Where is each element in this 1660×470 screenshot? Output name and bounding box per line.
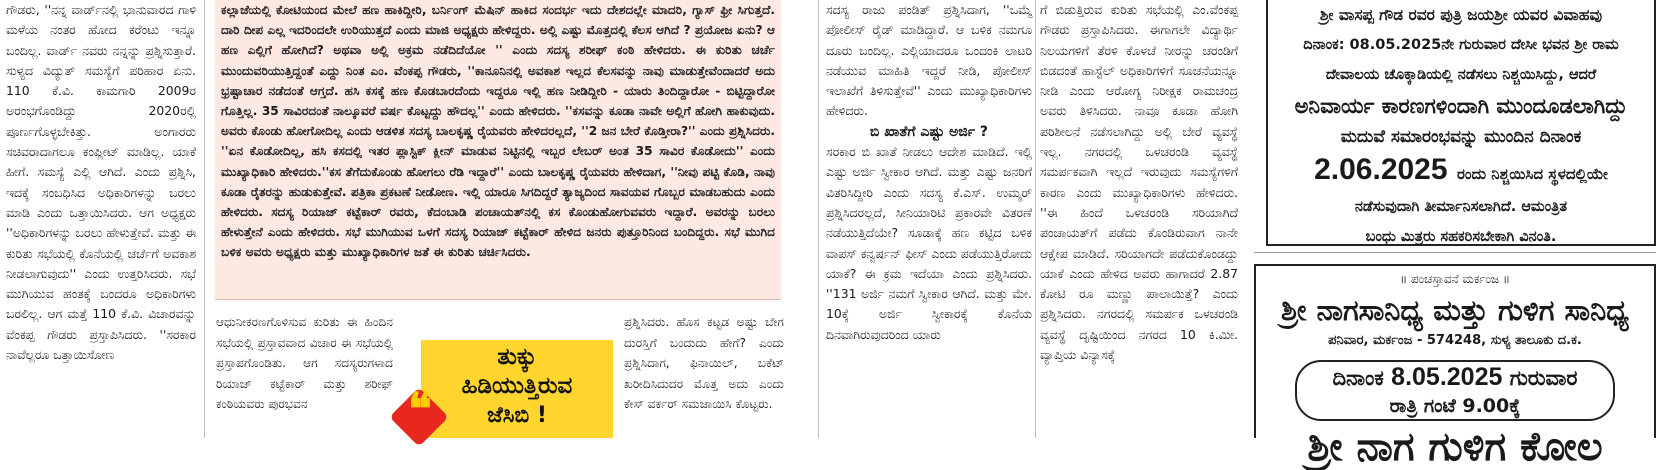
quote-badge: [404, 340, 452, 438]
ad-top-line: ॥ ಪಂಚಸ್ತಾವನೆ ಮರ್ಕಂಜ ॥: [1399, 272, 1511, 286]
article-paragraph: ಗೌಡರು, ''ನನ್ನ ವಾರ್ಡ್‌ನಲ್ಲಿ ಭಾನುವಾರದ ಗಾಳಿ ಮಳೆಯ ನಂತರ ಹೋದ ಕರೆಂಟು ಇನ್ನೂ ಬಂದಿಲ್ಲ. ವಾರ್ಡ್ ನವರು ನನ್ನನ್ನು ಪ್ರಶ್ನಿಸುತ್ತಾರೆ. ಸುಳ್ಯದ ವಿದ್ಯುತ್ ಸಮಸ್ಯೆಗೆ ಪರಿಹಾರ ಏನು. 110 ಕೆ.ವಿ. ಕಾಮಗಾರಿ 2009ರ ಅರಂಭಗೊಂಡಿದ್ದು 2020ರಲ್ಲಿ ಪೂರ್ಣಗೊಳ್ಳಬೇಕಿತ್ತು. ಅಂಗಾರರು ಸಚಿವರಾದಾಗಲೂ ಕಂಪ್ಲೀಟ್ ಮಾಡಿಲ್ಲ. ಯಾಕೆ ಹೀಗೆ. ಸಮಸ್ಯೆ ಎಲ್ಲಿ ಆಗಿದೆ. ಎಂದು ಪ್ರಶ್ನಿಸಿ, ಇದಕ್ಕೆ ಸಂಬಧಿಸಿದ ಅಧಿಕಾರಿಗಳನ್ನು ಬರಲು ಮಾಡಿ ಎಂದು ಒತ್ತಾಯಿಸಿದರು. ಆಗ ಅಧ್ಯಕ್ಷರು ''ಅಧಿಕಾರಿಗಳನ್ನು ಬರಲು ಹೇಳುತ್ತೇವೆ. ಮತ್ತು ಈ ಕುರಿತು ಸಭೆಯಲ್ಲಿ ಕೊನೆಯಲ್ಲಿ ಚರ್ಚೆಗೆ ಅವಕಾಶ ನೀಡಲಾಗುವುದು'' ಎಂದು ಉತ್ತರಿಸಿದರು. ಸಭೆ ಮುಗಿಯುವ ಹಂತಕ್ಕೆ ಬಂದರೂ ಅಧಿಕಾರಿಗಳು ಬರಲಿಲ್ಲ. ಆಗ ಮತ್ತೆ 110 ಕೆ.ವಿ. ವಿಚಾರವನ್ನು ವೆಂಕಪ್ಪ ಗೌಡರು ಪ್ರಸ್ತಾಪಿಸಿದರು. ''ಸರಕಾರ ನಾವೆಲ್ಲರೂ ಒತ್ತಾಯಿಸೋಣ: [6, 2, 196, 363]
ad-line: ದೇವಾಲಯ ಚೊಕ್ಕಾಡಿಯಲ್ಲಿ ನಡೆಸಲು ನಿಶ್ಚಯಿಸಿದ್ದು, ಆದರೆ: [1325, 67, 1597, 83]
ad-line: ಶ್ರೀ ವಾಸಪ್ಪ ಗೌಡ ರವರ ಪುತ್ರಿ ಜಯಶ್ರೀ ಯವರ ವಿವಾಹವು: [1319, 6, 1603, 24]
article-paragraph: ಪ್ರಶ್ನಿಸಿದರು. ಹೊಸ ಕಟ್ಟಡ ಅಷ್ಟು ಬೇಗ ದುರಸ್ತಿಗೆ ಬಂದುದು ಹೇಗೆ? ಎಂದು ಪ್ರಶ್ನಿಸಿದಾಗ, ಫಿನಾಯಿಲ್, ಬಕೆಟ್ ಖರೀದಿಸಿದುದರ ಮೊತ್ತ ಅದು ಎಂದು ಕೇಸ್ ವರ್ಕರ್ ಸಮಜಾಯಿಸಿ ಕೊಟ್ಟರು.: [624, 315, 784, 411]
event-date: 8.05.2025: [1391, 363, 1503, 391]
ad-line: ನಡೆಸುವುದಾಗಿ ತೀರ್ಮಾನಿಸಲಾಗಿದೆ. ಆಮಂತ್ರಿತ: [1354, 199, 1568, 215]
ad-date-suffix: ರಂದು ನಿಶ್ಚಯಿಸಿದ ಸ್ಥಳದಲ್ಲಿಯೇ: [1456, 165, 1608, 183]
event-date-line: [1297, 362, 1613, 393]
event-date-box: [1295, 360, 1615, 421]
article-column-4: [1040, 0, 1238, 438]
pull-quote-line-3: ಜೆಸಿಬಿ !: [487, 403, 547, 428]
ad-date: 2.06.2025: [1314, 153, 1448, 186]
event-day: ಗುರುವಾರ: [1509, 366, 1578, 390]
pull-quote-line-2: ಹಿಡಿಯುತ್ತಿರುವ: [461, 373, 573, 399]
temple-event-ad: [1254, 264, 1656, 470]
ad-line: ಮದುವೆ ಸಮಾರಂಭವನ್ನು ಮುಂದಿನ ದಿನಾಂಕ: [1340, 127, 1582, 147]
column-rule: [818, 0, 819, 438]
column-rule: [1035, 0, 1036, 438]
article-lower-right: [624, 312, 784, 438]
event-title: ಶ್ರೀ ನಾಗ ಗುಳಿಗ ಕೋಲ: [1307, 424, 1603, 470]
temple-address: ಪನಿವಾರ, ಮರ್ಕಂಜ - 574248, ಸುಳ್ಯ ತಾಲೂಕು ದ.ಕ.: [1328, 333, 1582, 348]
quote-mark-icon: ❝: [408, 384, 432, 435]
postponement-notice-ad: [1266, 0, 1656, 246]
column-rule: [204, 0, 205, 438]
ad-line: ಬಂಧು ಮಿತ್ರರು ಸಹಕರಿಸಬೇಕಾಗಿ ವಿನಂತಿ.: [1365, 229, 1557, 245]
article-paragraph: ಆಧುನೀಕರಣಗೊಳಿಸುವ ಕುರಿತು ಈ ಹಿಂದಿನ ಸಭೆಯಲ್ಲಿ ಪ್ರಸ್ತಾವವಾದ ವಿಚಾರ ಈ ಸಭೆಯಲ್ಲಿ ಪ್ರಸ್ತಾಪಗೊಂಡಿತು. ಆಗ ಸದಸ್ಯರುಗಳಾದ ರಿಯಾಜ್ ಕಟ್ಟೆಕಾರ್ ಮತ್ತು ಶರೀಫ್ ಕಂಠಿಯವರು ಪುರಭವನ: [216, 315, 393, 411]
ad-date-line: [1268, 152, 1654, 192]
event-time: ರಾತ್ರಿ ಗಂಟೆ 9.00ಕ್ಕೆ: [1389, 395, 1521, 417]
article-paragraph: ಸದಸ್ಯ ರಾಜು ಪಂಡಿತ್ ಪ್ರಶ್ನಿಸಿದಾಗ, ''ಒಮ್ಮೆ ಪೋಲೀಸ್ ರೈಡ್ ಮಾಡಿದ್ದಾರೆ. ಆ ಬಳಿಕ ನಮಗೂ ದೂರು ಬಂದಿಲ್ಲ. ಎಲ್ಲಿಯಾದರೂ ಒಂದಂಕಿ ಲಾಟರಿ ನಡೆಯುವ ಮಾಹಿತಿ ಇದ್ದರೆ ನೀಡಿ, ಪೋಲೀಸ್ ಇಲಾಖೆಗೆ ತಿಳಿಸುತ್ತೇವೆ'' ಎಂದು ಮುಖ್ಯಾಧಿಕಾರಿಗಳು ಹೇಳಿದರು.: [826, 2, 1032, 119]
ad-line: ಅನಿವಾರ್ಯ ಕಾರಣಗಳಿಂದಾಗಿ ಮುಂದೂಡಲಾಗಿದ್ದು: [1294, 94, 1628, 118]
sub-heading: ಬಿ ಖಾತೆಗೆ ಎಷ್ಟು ಅರ್ಜಿ ?: [869, 123, 989, 140]
date-prefix: ದಿನಾಂಕ: [1332, 366, 1384, 390]
article-paragraph: ಗೆ ಬಿಡುತ್ತಿರುವ ಕುರಿತು ಸಭೆಯಲ್ಲಿ ಎಂ.ವೆಂಕಪ್ಪ ಗೌಡರು ಪ್ರಸ್ತಾಪಿಸಿದರು. ಈಗಾಗಲೇ ವಿದ್ಯಾರ್ಥಿ ನಿಲಯಗಳಿಗೆ ತೆರಳಿ ಕೊಳಚೆ ನೀರನ್ನು ಚರಂಡಿಗೆ ಬಿಡದಂತೆ ಹಾಸ್ಟೆಲ್ ಅಧಿಕಾರಿಗಳಿಗೆ ಸೂಚನೆಯನ್ನೂ ನೀಡಿ ಎಂದು ಆರೋಗ್ಯ ನಿರೀಕ್ಷಕ ರಾಮಚಂದ್ರ ಅವರು ತಿಳಿಸಿದರು. ನಾವೂ ಕೂಡಾ ಹೋಗಿ ಪರಿಶೀಲನೆ ನಡೆಸಲಾಗಿದ್ದು ಅಲ್ಲಿ ಬೇರೆ ವ್ಯವಸ್ಥೆ ಇಲ್ಲ. ನಗರದಲ್ಲಿ ಒಳಚರಂಡಿ ವ್ಯವಸ್ಥೆ ಸಮರ್ಪಕವಾಗಿ ಇಲ್ಲದೆ ಇರುವುದು ಸಮಸ್ಯೆಗಳಿಗೆ ಕಾರಣ ಎಂದು ಮುಖ್ಯಾಧಿಕಾರಿಗಳು ಹೇಳಿದರು. ''ಈ ಹಿಂದೆ ಒಳಚರಂಡಿ ಸರಿಯಾಗಿದೆ ಪಂಚಾಯತ್‌ಗೆ ಪಡೆದು ಕೊಂಡಿರುವಾಗ ನಾನೇ ಆಕ್ಷೇಪ ಮಾಡಿದೆ. ಸರಿಯಾಗದೇ ಪಡೆದುಕೊಂಡದ್ದು ಯಾಕೆ ಎಂದು ಹೇಳಿದ ಅವರು ಹಾಗಾದರೆ 2.87 ಕೋಟಿ ರೂ ಮಣ್ಣು ಪಾಲಾಯಿತ್ತೆ? ಎಂದು ಪ್ರಶ್ನಿಸಿದರು. ನಗರದಲ್ಲಿ ಸಮರ್ಪಕ ಒಳಚರಂಡಿ ವ್ಯವಸ್ಥೆ ದೃಷ್ಟಿಯಿಂದ ನಗರದ 10 ಕಿ.ಮೀ. ವ್ಯಾಪ್ತಿಯ ವಿನ್ಯಾಸಕ್ಕೆ: [1040, 2, 1238, 363]
ad-divider: [1254, 252, 1656, 253]
ad-line: ದಿನಾಂಕ: 08.05.2025ನೇ ಗುರುವಾರ ದೇಸೀ ಭವನ ಶ್ರೀ ರಾಮ: [1303, 37, 1619, 53]
highlight-box: [215, 0, 781, 300]
article-column-1: [6, 0, 196, 438]
pull-quote-line-1: ತುಕ್ಕು: [497, 344, 537, 370]
article-paragraph: ಸರಕಾರ ಬಿ ಖಾತೆ ನೀಡಲು ಆದೇಶ ಮಾಡಿದೆ. ಇಲ್ಲಿ ಎಷ್ಟು ಅರ್ಜಿ ಸ್ವೀಕಾರ ಆಗಿದೆ. ಮತ್ತು ಎಷ್ಟು ಜನರಿಗೆ ವಿತರಿಸಿದ್ದೀರಿ ಎಂದು ಸದಸ್ಯ ಕೆ.ಎಸ್. ಉಮ್ಮರ್ ಪ್ರಶ್ನಿಸಿದರಲ್ಲದೆ, ಸೀನಿಯಾರಿಟಿ ಪ್ರಕಾರವೇ ವಿತರಣೆ ನಡೆಯುತ್ತಿದೆಯೇ? ಸೂಡಾಕ್ಕೆ ಹಣ ಕಟ್ಟಿದ ಬಳಿಕ ವಾಪಸ್ ಕನ್ವರ್ಷನ್ ಫೀಸ್ ಎಂದು ಪಡೆಯುತ್ತಿರೋದು ಯಾಕೆ? ಈ ಕ್ರಮ ಇದೆಯಾ ಎಂದು ಪ್ರಶ್ನಿಸಿದರು. ''131 ಅರ್ಜಿ ನಮಗೆ ಸ್ವೀಕಾರ ಆಗಿದೆ. ಮತ್ತು ಮೇ. 10ಕ್ಕೆ ಅರ್ಜಿ ಸ್ವೀಕಾರಕ್ಕೆ ಕೊನೆಯ ದಿನವಾಗಿರುವುದರಿಂದ ಯಾರು: [826, 144, 1032, 342]
article-column-3: [826, 0, 1032, 438]
highlight-paragraph: ಕಲ್ಲಾಜೆಯಲ್ಲಿ ಕೋಟಿಯಂದ ಮೇಲೆ ಹಣ ಹಾಕಿದ್ದೀರಿ, ಬರ್ನಿಂಗ್ ಮೆಷಿನ್ ಹಾಕಿದ ಸಂದರ್ಭ ಇದು ದೇಶದಲ್ಲೇ ಮಾದರಿ, ಗ್ಯಾಸ್ ಫ್ರೀ ಸಿಗುತ್ತದೆ. ದಾರಿ ದೀಪ ಎಲ್ಲ ಇದರಿಂದಲೇ ಉರಿಯುತ್ತದೆ ಎಂದು ಮಾಜಿ ಅಧ್ಯಕ್ಷರು ಹೇಳಿದ್ದರು. ಅಲ್ಲಿ ಎಷ್ಟು ಮೊತ್ತದಲ್ಲಿ ಕೆಲಸ ಆಗಿದೆ ? ಪ್ರಯೋಜ ಏನು? ಆ ಹಣ ಎಲ್ಲಿಗೆ ಹೋಗಿದೆ? ಅಥವಾ ಅಲ್ಲಿ ಅಕ್ರಮ ನಡೆದಿದೆಯೋ '' ಎಂದು ಸದಸ್ಯ ಶರೀಫ್ ಕಂಠಿ ಹೇಳಿದರು. ಈ ಕುರಿತು ಚರ್ಚೆ ಮುಂದುವರಿಯುತ್ತಿದ್ದಂತೆ ಎದ್ದು ನಿಂತ ಎಂ. ವೆಂಕಪ್ಪ ಗೌಡರು, ''ಕಾನೂನಿನಲ್ಲಿ ಅವಕಾಶ ಇಲ್ಲದ ಕೆಲಸವನ್ನು ನಾವು ಮಾಡುತ್ತೇವೆಂದಾದರೆ ಅದು ಭ್ರಷ್ಟಾಚಾರ ನಡೆದಂತೆ ಆಗ್ತದೆ. ಹಸಿ ಕಸಕ್ಕೆ ಹಣ ಕೊಡಬಾರದೆಂದು ಇದ್ದರೂ ಇಲ್ಲಿ ಹಣ ನೀಡಿದ್ದೀರಿ - ಯಾರು ತಿಂದಿದ್ದಾರೋ - ಬಿಟ್ಟಿದ್ದಾರೋ ಗೊತ್ತಿಲ್ಲ. 35 ಸಾವಿರದಂತೆ ನಾಲ್ಕೂವರೆ ವರ್ಷ ಕೊಟ್ಟದ್ದು ಹೌದಲ್ಲ'' ಎಂದು ಹೇಳಿದರು. ''ಕಸವನ್ನು ಕೂಡಾ ನಾವೇ ಅಲ್ಲಿಗೆ ಹೋಗಿ ಹಾಕುವುದು. ಅವರು ಕೊಂಡು ಹೋಗೋದಿಲ್ಲ ಎಂದು ಆಡಳಿತ ಸದಸ್ಯ ಬಾಲಕೃಷ್ಣ ರೈಯವರು ಹೇಳಿದರಲ್ಲದೆ, ''2 ಜನ ಬೇರೆ ಕೊಡ್ತೀರಾ?'' ಎಂದು ಪ್ರಶ್ನಿಸಿದರು. ''ಏನ ಕೊಡೋದಿಲ್ಲ, ಹಸಿ ಕಸದಲ್ಲಿ ಇತರ ಪ್ಲಾಸ್ಟಿಕ್ ಕ್ಲೀನ್ ಮಾಡುವ ನಿಟ್ಟಿನಲ್ಲಿ ಇಬ್ಬರ ಲೇಬರ್ ಅಂತ 35 ಸಾವಿರ ಕೊಡೋದು'' ಎಂದು ಮುಖ್ಯಾಧಿಕಾರಿ ಹೇಳಿದರು.''ಕಸ ತೆಗೆದುಕೊಂಡು ಹೋಗಲು ರೆಡಿ ಇದ್ದಾರೆ'' ಎಂದು ಬಾಲಕೃಷ್ಣ ರೈಯವರು ಹೇಳಿದಾಗ, ''ನೀವು ಪಟ್ಟಿ ಕೊಡಿ, ನಾವು ಕೂಡಾ ರೈತರನ್ನು ಹುಡುಕುತ್ತೇವೆ. ಪತ್ರಿಕಾ ಪ್ರಕಟಣೆ ನೀಡೋಣ. ಇಲ್ಲಿ ಯಾರೂ ಸಿಗದಿದ್ದರೆ ತ್ಯಾಜ್ಯದಿಂದ ಸಾವಯವ ಗೊಬ್ಬರ ಮಾಡಬಹುದು ಎಂದು ಹೇಳಿದರು. ಸದಸ್ಯ ರಿಯಾಜ್ ಕಟ್ಟೆಕಾರ್ ರವರು, ಕೆದಂಬಾಡಿ ಪಂಚಾಯತ್‌ನಲ್ಲಿ ಕಸ ಕೊಂಡುಹೋಗುವವರು ಇದ್ದಾರೆ. ಅವರನ್ನು ಬರಲು ಹೇಳುತ್ತೇನೆ ಎಂದು ಹೇಳಿದರು. ಸಭೆ ಮುಗಿಯುವ ಒಳಗೆ ಸದಸ್ಯ ರಿಯಾಜ್ ಕಟ್ಟೆಕಾರ್ ಹೇಳಿದ ಜನರು ಪುತ್ತೂರಿನಿಂದ ಬಂದಿದ್ದರು. ಸಭೆ ಮುಗಿದ ಬಳಿಕ ಅವರು ಅಧ್ಯಕ್ಷರು ಮತ್ತು ಮುಖ್ಯಾಧಿಕಾರಿಗಳ ಜತೆ ಈ ಕುರಿತು ಚರ್ಚಿಸಿದರು.: [221, 3, 775, 260]
article-lower-left: [216, 312, 393, 438]
temple-name: ಶ್ರೀ ನಾಗಸಾನಿಧ್ಯ ಮತ್ತು ಗುಳಿಗ ಸಾನಿಧ್ಯ: [1281, 293, 1629, 327]
